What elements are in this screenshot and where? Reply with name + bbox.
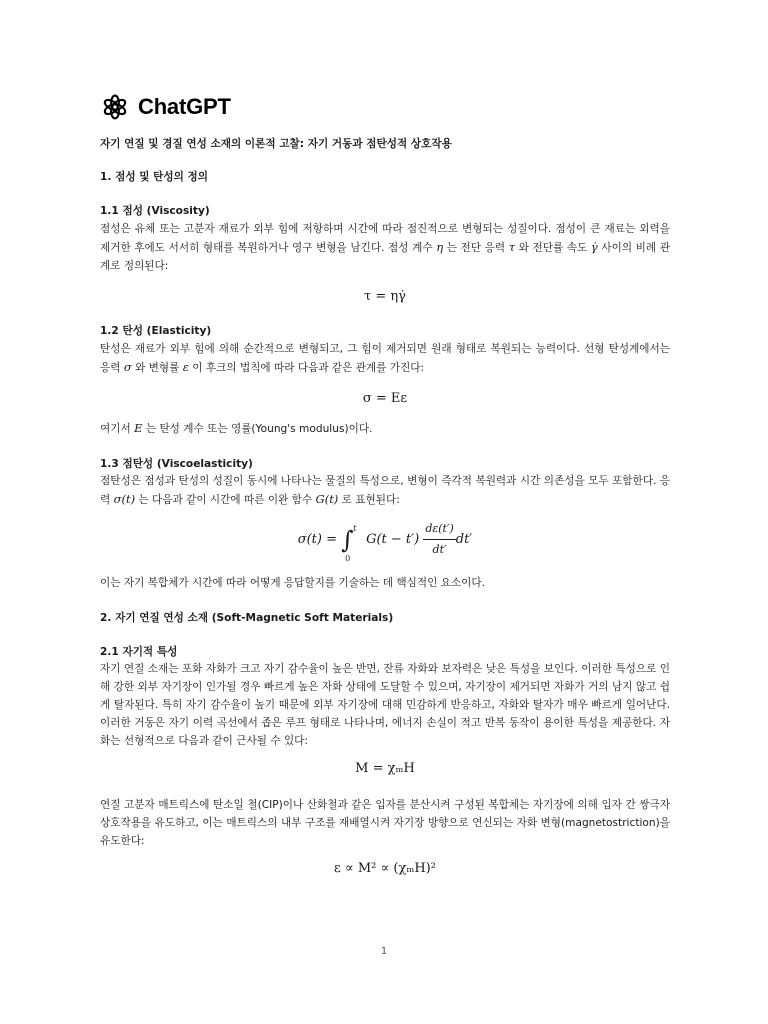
document-title: 자기 연질 및 경질 연성 소재의 이론적 고찰: 자기 거동과 점탄성적 상호작용 xyxy=(100,138,452,150)
symbol-eta: η xyxy=(436,240,444,254)
openai-knot-icon xyxy=(100,92,130,122)
equation-magnetostriction: ε ∝ M² ∝ (χₘH)² xyxy=(334,861,436,876)
section-2-heading: 2. 자기 연질 연성 소재 (Soft-Magnetic Soft Materials) xyxy=(100,612,394,624)
symbol-gamma-dot: γ̇ xyxy=(590,240,598,254)
symbol-sigma-t: σ(t) xyxy=(113,492,136,506)
section-1-1-paragraph: 점성은 유체 또는 고분자 재료가 외부 힘에 저항하며 시간에 따라 점진적으로 변형되는 성질이다. 점성이 큰 재료는 외력을 제거한 후에도 서서히 형태를 복원하거나 영구 변형을 남긴다. 점성 계수 η 는 전단 응력 τ 와 전단률 속도 γ̇ 사이의 비례 관계로 정의된다: xyxy=(100,223,670,272)
section-2-1-paragraph: 자기 연질 소재는 포화 자화가 크고 자기 감수율이 높은 반면, 잔류 자화와 보자력은 낮은 특성을 보인다. 이러한 특성으로 인해 강한 외부 자기장이 인가될 경우 빠르게 높은 자화 상태에 도달할 수 있으며, 자기장이 제거되면 자화가 거의 남지 않고 쉽게 탈자된다. 특히 자기 감수율이 높기 때문에 외부 자기장에 대해 민감하게 반응하고, 자화와 탈자가 매우 빠르게 일어난다. 이러한 거동은 자기 이력 곡선에서 좁은 루프 형태로 나타나며, 에너지 손실이 적고 반복 동작이 용이한 특성을 제공한다. 자화는 선형적으로 다음과 같이 근사될 수 있다: xyxy=(100,663,670,747)
symbol-tau: τ xyxy=(508,240,516,254)
equation-magnetization: M = χₘH xyxy=(355,761,415,776)
page-number: 1 xyxy=(380,946,388,957)
section-2-1-heading: 2.1 자기적 특성 xyxy=(100,646,178,658)
symbol-sigma: σ xyxy=(123,360,132,374)
section-1-3-paragraph: 점탄성은 점성과 탄성의 성질이 동시에 나타나는 물질의 특성으로, 변형이 즉각적 복원력과 시간 의존성을 모두 포함한다. 응력 σ(t) 는 다음과 같이 시간에 따른 이완 함수 G(t) 로 표현된다: xyxy=(100,475,670,506)
equation-viscosity: τ = ηγ̇ xyxy=(364,289,406,304)
section-2-1-composite-paragraph: 연질 고분자 매트릭스에 탄소일 철(CIP)이나 산화철과 같은 입자를 분산시켜 구성된 복합체는 자기장에 의해 입자 간 쌍극자 상호작용을 유도하고, 이는 매트릭스의 내부 구조를 재배열시켜 자기장 방향으로 연신되는 자화 변형(magnetostriction)을 유도한다: xyxy=(100,799,670,847)
section-1-2-note: 여기서 E 는 탄성 계수 또는 영률(Young's modulus)이다. xyxy=(100,421,373,435)
integral-sign: ∫ t 0 xyxy=(341,523,357,563)
brand-name: ChatGPT xyxy=(138,94,231,119)
section-1-1-heading: 1.1 점성 (Viscosity) xyxy=(100,205,210,217)
section-1-3-note: 이는 자기 복합체가 시간에 따라 어떻게 응답할지를 기술하는 데 핵심적인 요소이다. xyxy=(100,577,485,589)
section-1-2-paragraph: 탄성은 재료가 외부 힘에 의해 순간적으로 변형되고, 그 힘이 제거되면 원래 형태로 복원되는 능력이다. 선형 탄성계에서는 응력 σ 와 변형률 ε 이 후크의 법칙에 따라 다음과 같은 관계를 가진다: xyxy=(100,343,670,374)
equation-viscoelastic: σ(t) = ∫ t 0 G(t − t′) $\frac{d\varepsilon(t')}{dt'}$ dt′ xyxy=(297,522,473,563)
equation-hooke: σ = Eε xyxy=(362,391,408,406)
section-1-2-heading: 1.2 탄성 (Elasticity) xyxy=(100,325,212,337)
symbol-E: E xyxy=(134,421,143,435)
symbol-G-t: G(t) xyxy=(315,492,339,506)
fraction: $\frac{d\varepsilon(t')}{dt'}$ xyxy=(425,522,454,556)
section-1-heading: 1. 점성 및 탄성의 정의 xyxy=(100,171,209,183)
brand-header xyxy=(100,90,231,124)
section-1-3-heading: 1.3 점탄성 (Viscoelasticity) xyxy=(100,458,253,470)
symbol-epsilon: ε xyxy=(182,360,189,374)
